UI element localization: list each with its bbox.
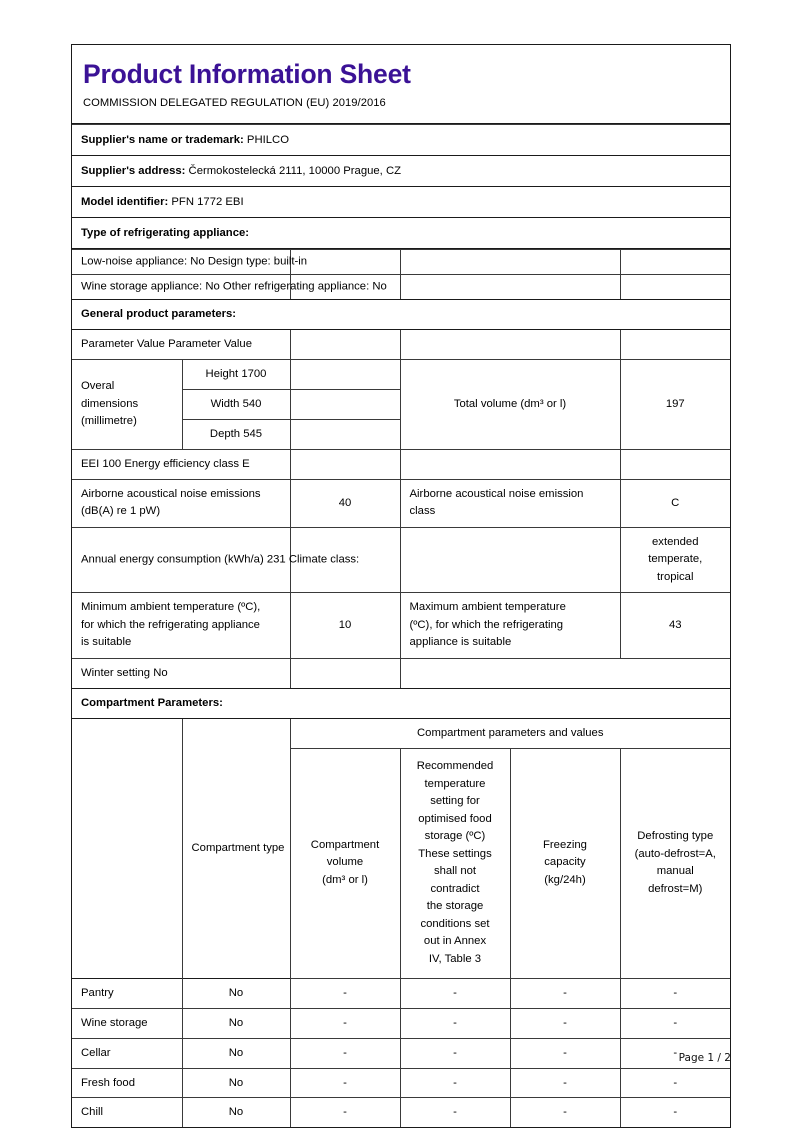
min-temp-value: 10 [290, 593, 400, 659]
compartment-type-header-label: Compartment type [191, 841, 285, 854]
compartment-heading-row [72, 689, 730, 718]
row-defrost-chill: - [620, 1098, 730, 1127]
winter-spacer-2 [400, 658, 730, 688]
supplier-address-cell [72, 156, 730, 187]
row-temperature-chill: - [400, 1098, 510, 1127]
width-value: 540 [242, 398, 262, 411]
height-label: Height [205, 368, 239, 381]
col-defrost-line-1: Defrosting type [637, 830, 714, 843]
supplier-address-label: Supplier's address: [81, 164, 186, 177]
height-value: 1700 [241, 368, 267, 381]
noise-value: 40 [290, 479, 400, 527]
width-spacer [290, 390, 400, 420]
identification-table [72, 124, 730, 249]
compartment-type-header-right [182, 719, 290, 978]
climate-class-line-2: temperate, [648, 553, 703, 566]
climate-class-line-3: tropical [657, 570, 694, 583]
col-temp-line-3: setting for [430, 795, 480, 808]
column-header-temperature [400, 748, 510, 978]
wine-storage-type-row [72, 275, 730, 300]
compartment-table [72, 719, 730, 1128]
table-row [72, 1068, 730, 1098]
climate-class-line-1: extended [652, 535, 699, 548]
eei-row [72, 449, 730, 479]
total-volume-label: Total volume (dm³ or l) [400, 360, 620, 450]
total-volume-value: 197 [620, 360, 730, 450]
height-label-value [182, 360, 290, 390]
general-heading-row [72, 300, 730, 329]
col-temp-line-2: temperature [424, 777, 486, 790]
row-type-fresh-food: Fresh food [72, 1068, 182, 1098]
noise-class-value: C [620, 479, 730, 527]
col-defrost-line-4: defrost=M) [648, 882, 703, 895]
wine-spacer-3 [620, 275, 730, 300]
dimensions-label-line-3: (millimetre) [81, 415, 137, 428]
param-header-spacer-3 [620, 330, 730, 359]
row-freezing-fresh-food: - [510, 1068, 620, 1098]
param-header-spacer-1 [290, 330, 400, 359]
col-volume-line-1: Compartment [310, 838, 380, 851]
appliance-type-table [72, 249, 730, 300]
row-temperature-pantry: - [400, 978, 510, 1008]
model-cell [72, 187, 730, 218]
dimensions-label-line-2: dimensions [81, 397, 139, 410]
row-defrost-cellar: - [620, 1038, 730, 1068]
overall-dimensions-label [72, 360, 182, 450]
col-temp-line-7: shall not [433, 865, 477, 878]
regulation-cell [72, 93, 730, 123]
eei-spacer-1 [290, 449, 400, 479]
row-defrost-pantry: - [620, 978, 730, 1008]
noise-class-label [400, 479, 620, 527]
min-temp-label-line-1: Minimum ambient temperature (ºC), [81, 601, 261, 614]
low-noise-text: Low-noise appliance: No Design type: built-in [81, 255, 308, 268]
row-type-pantry: Pantry [72, 978, 182, 1008]
col-freeze-line-1: Freezing [543, 838, 587, 851]
winter-setting-text: Winter setting No [72, 658, 290, 688]
dimensions-label-line-1: Overal [81, 380, 115, 393]
low-noise-spacer-3 [620, 250, 730, 275]
max-temp-label-line-2: (ºC), for which the refrigerating [409, 618, 564, 631]
col-volume-line-3: (dm³ or l) [322, 873, 368, 886]
height-spacer [290, 360, 400, 390]
max-temp-value: 43 [620, 593, 730, 659]
row-present-wine-storage: No [182, 1008, 290, 1038]
supplier-name-row [72, 125, 730, 156]
product-information-sheet [71, 44, 731, 1128]
min-temp-row [72, 593, 730, 659]
depth-label: Depth [209, 428, 241, 441]
row-present-cellar: No [182, 1038, 290, 1068]
col-defrost-line-2: (auto-defrost=A, [634, 847, 716, 860]
eei-spacer-3 [620, 449, 730, 479]
noise-label [72, 479, 290, 527]
row-present-fresh-food: No [182, 1068, 290, 1098]
noise-class-label-line-2: class [409, 505, 436, 518]
row-temperature-wine-storage: - [400, 1008, 510, 1038]
col-temp-line-11: out in Annex [423, 935, 487, 948]
appliance-type-heading: Type of refrigerating appliance: [72, 218, 730, 249]
col-temp-line-6: These settings [418, 847, 492, 860]
noise-class-label-line-1: Airborne acoustical noise emission [409, 487, 584, 500]
depth-label-value [182, 420, 290, 450]
row-volume-fresh-food: - [290, 1068, 400, 1098]
low-noise-spacer-2 [400, 250, 620, 275]
depth-spacer [290, 420, 400, 450]
height-row [72, 360, 730, 390]
row-defrost-wine-storage: - [620, 1008, 730, 1038]
row-volume-cellar: - [290, 1038, 400, 1068]
depth-value: 545 [243, 428, 263, 441]
wine-storage-type-text: Wine storage appliance: No Other refrigerating appliance: No [81, 280, 387, 293]
row-type-chill: Chill [72, 1098, 182, 1127]
table-row [72, 1098, 730, 1127]
general-heading: General product parameters: [72, 300, 730, 329]
row-freezing-wine-storage: - [510, 1008, 620, 1038]
parameter-header-row [72, 330, 730, 359]
annual-energy-row [72, 527, 730, 593]
col-temp-line-9: the storage [426, 900, 484, 913]
max-temp-label-line-1: Maximum ambient temperature [409, 601, 566, 614]
compartment-group-header: Compartment parameters and values [290, 719, 730, 748]
table-row [72, 978, 730, 1008]
row-type-cellar: Cellar [72, 1038, 182, 1068]
param-header-spacer-2 [400, 330, 620, 359]
header-table [72, 45, 730, 124]
row-present-chill: No [182, 1098, 290, 1127]
col-freeze-line-2: capacity [544, 856, 586, 869]
eei-text: EEI 100 Energy efficiency class E [72, 449, 290, 479]
model-value: PFN 1772 EBI [171, 195, 244, 208]
col-temp-line-10: conditions set [420, 917, 490, 930]
page-title: Product Information Sheet [83, 59, 411, 89]
column-header-freezing [510, 748, 620, 978]
winter-setting-row [72, 658, 730, 688]
general-parameters-table [72, 330, 730, 689]
min-temp-label-line-3: is suitable [81, 636, 132, 649]
column-header-defrost [620, 748, 730, 978]
width-label-value [182, 390, 290, 420]
width-label: Width [210, 398, 240, 411]
wine-storage-type-cell [72, 275, 387, 300]
col-defrost-line-3: manual [656, 865, 694, 878]
compartment-type-header-left [72, 719, 182, 978]
annual-energy-text: Annual energy consumption (kWh/a) 231 Climate class: [81, 553, 360, 566]
climate-class-value [620, 527, 730, 593]
wine-spacer-2 [400, 275, 620, 300]
row-freezing-cellar: - [510, 1038, 620, 1068]
min-temp-label [72, 593, 290, 659]
compartment-group-header-row [72, 719, 730, 748]
row-volume-chill: - [290, 1098, 400, 1127]
row-freezing-pantry: - [510, 978, 620, 1008]
row-temperature-cellar: - [400, 1038, 510, 1068]
title-cell [72, 45, 730, 93]
eei-spacer-2 [400, 449, 620, 479]
title-row [72, 45, 730, 93]
row-volume-pantry: - [290, 978, 400, 1008]
max-temp-label [400, 593, 620, 659]
page-footer: Page 1 / 2 [678, 1052, 731, 1064]
regulation-text: COMMISSION DELEGATED REGULATION (EU) 2019/2016 [83, 97, 386, 110]
supplier-address-row [72, 156, 730, 187]
col-temp-line-12: IV, Table 3 [428, 952, 482, 965]
compartment-heading: Compartment Parameters: [72, 689, 730, 718]
max-temp-label-line-3: appliance is suitable [409, 636, 512, 649]
noise-label-line-1: Airborne acoustical noise emissions [81, 487, 261, 500]
supplier-address-value: Čermokostelecká 2111, 10000 Prague, CZ [188, 164, 402, 177]
parameter-value-header: Parameter Value Parameter Value [72, 330, 290, 359]
regulation-row [72, 93, 730, 123]
row-defrost-fresh-food: - [620, 1068, 730, 1098]
supplier-name-value: PHILCO [246, 133, 289, 146]
row-volume-wine-storage: - [290, 1008, 400, 1038]
general-heading-table [72, 300, 730, 330]
compartment-heading-table [72, 689, 730, 719]
col-temp-line-4: optimised food [418, 812, 492, 825]
table-row [72, 1008, 730, 1038]
annual-energy-spacer-2 [400, 527, 620, 593]
supplier-name-cell [72, 125, 730, 156]
row-temperature-fresh-food: - [400, 1068, 510, 1098]
min-temp-label-line-2: for which the refrigerating appliance [81, 618, 260, 631]
row-freezing-chill: - [510, 1098, 620, 1127]
supplier-name-label: Supplier's name or trademark: [81, 133, 244, 146]
col-temp-line-1: Recommended [416, 760, 494, 773]
winter-spacer-1 [290, 658, 400, 688]
row-present-pantry: No [182, 978, 290, 1008]
noise-row [72, 479, 730, 527]
low-noise-cell [72, 250, 308, 275]
row-type-wine-storage: Wine storage [72, 1008, 182, 1038]
model-label: Model identifier: [81, 195, 169, 208]
col-volume-line-2: volume [326, 856, 364, 869]
low-noise-row [72, 250, 730, 275]
col-temp-line-5: storage (ºC) [424, 830, 486, 843]
column-header-volume [290, 748, 400, 978]
col-temp-line-8: contradict [430, 882, 480, 895]
model-row [72, 187, 730, 218]
annual-energy-cell [72, 527, 360, 593]
col-freeze-line-3: (kg/24h) [544, 873, 586, 886]
appliance-type-heading-row [72, 218, 730, 249]
noise-label-line-2: (dB(A) re 1 pW) [81, 505, 161, 518]
